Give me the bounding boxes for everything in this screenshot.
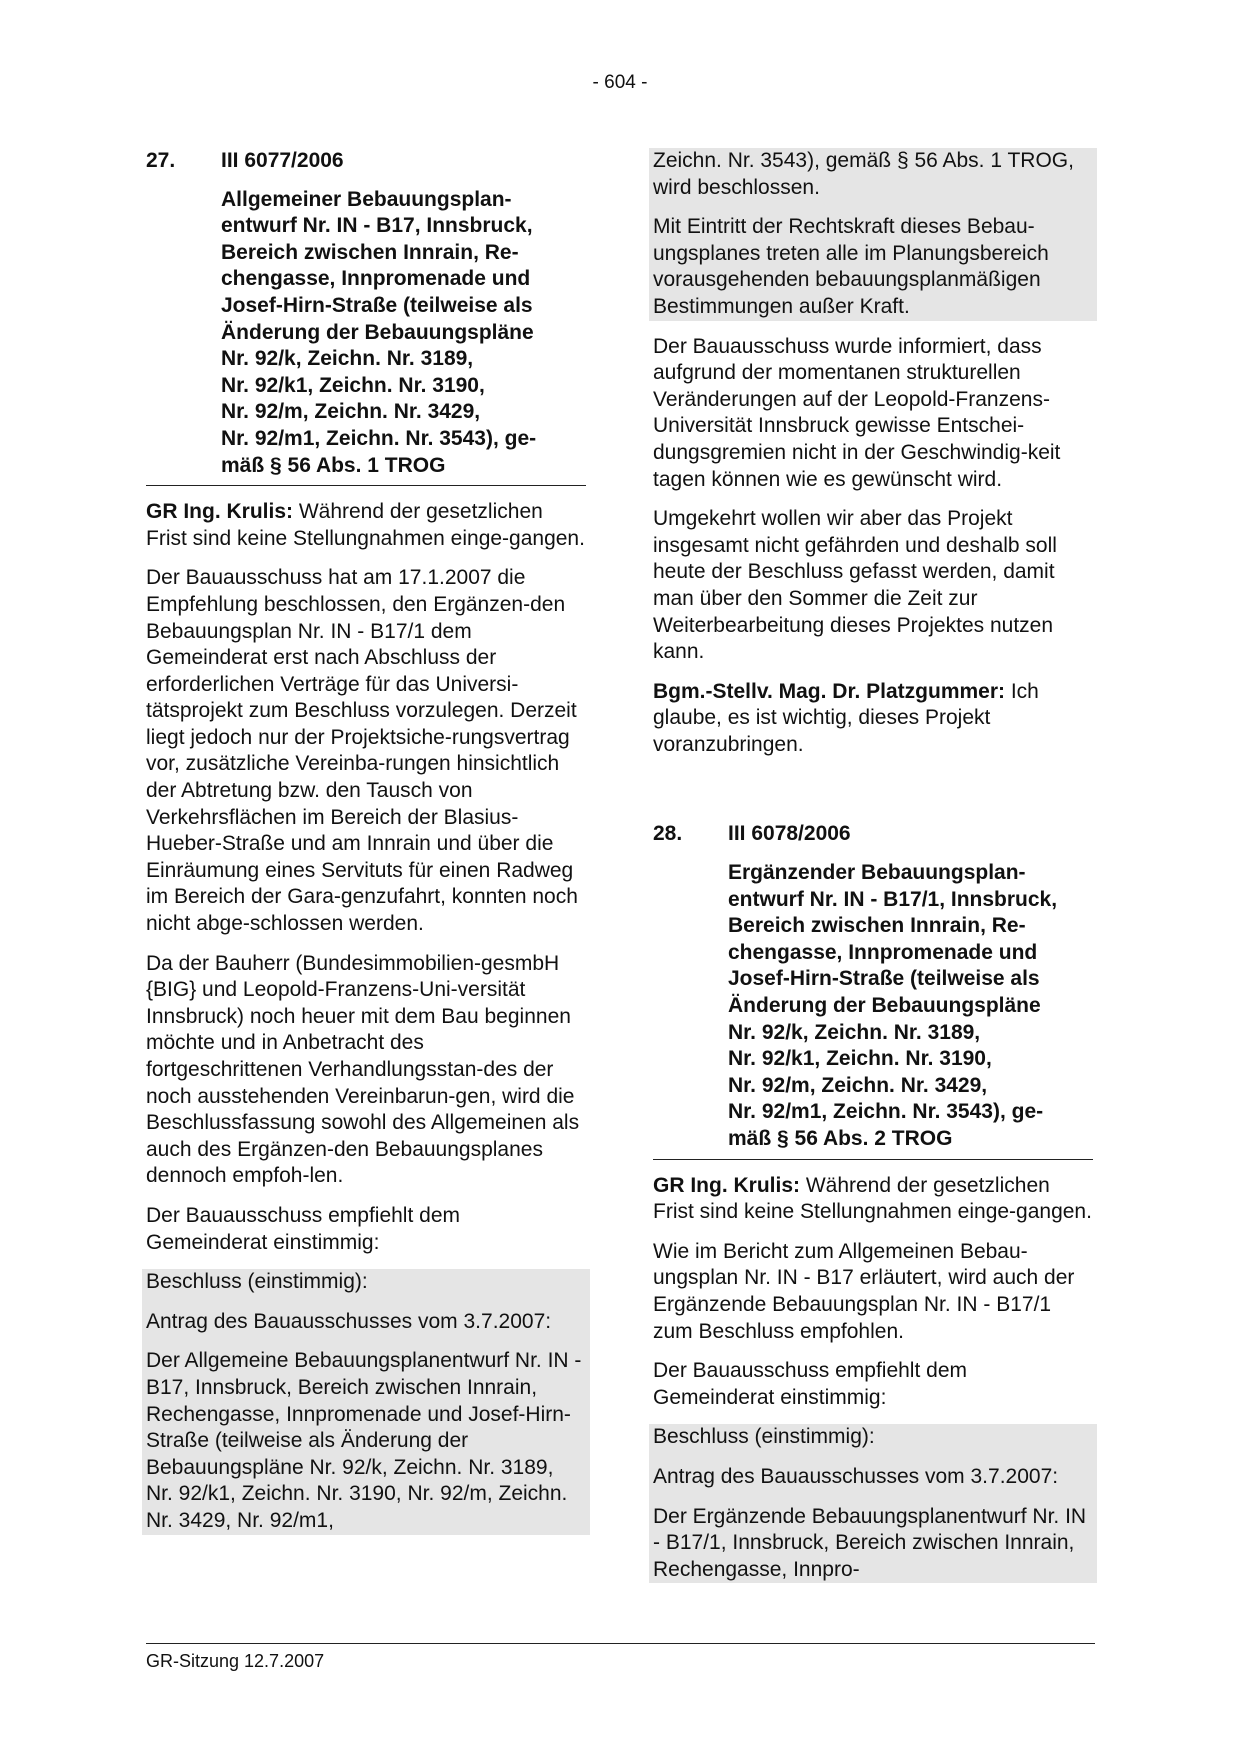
agenda-code: III 6078/2006 [728, 822, 851, 846]
speaker-name: GR Ing. Krulis: [653, 1173, 800, 1197]
title-line: Josef-Hirn-Straße (teilweise als [728, 967, 1040, 991]
motion-text-continued: Mit Eintritt der Rechtskraft dieses Bebau-ungsplanes treten alle im Planungsbereich vorausgehenden bebauungsplanmäßigen Bestimmungen außer Kraft. [653, 215, 1049, 318]
motion-text: Der Ergänzende Bebauungsplanentwurf Nr. IN - B17/1, Innsbruck, Bereich zwischen Innrain, Rechengasse, Innpro- [653, 1504, 1087, 1581]
body-paragraph: Der Bauausschuss hat am 17.1.2007 die Empfehlung beschlossen, den Ergänzen-den Bebauungsplan Nr. IN - B17/1 dem Gemeinderat erst nach Abschluss der erforderlichen Verträge für das Universi-tätsprojekt zum Beschluss vorzulegen. Derzeit liegt jedoch nur der Projektsiche-rungsvertrag vor, zusätzliche Vereinba-rungen hinsichtlich der Abtretung bzw. den Tausch von Verkehrsflächen im Bereich der Blasius-Hueber-Straße und am Innrain und über die Einräumung eines Servituts für einen Radweg im Bereich der Gara-genzufahrt, konnten noch nicht abge-schlossen werden. [146, 566, 578, 936]
right-column [653, 148, 1093, 1583]
title-line: mäß § 56 Abs. 2 TROG [728, 1127, 953, 1150]
speaker-name: GR Ing. Krulis: [146, 500, 293, 524]
motion-text: Der Allgemeine Bebauungsplanentwurf Nr. IN - B17, Innsbruck, Bereich zwischen Innrain, Rechengasse, Innpromenade und Josef-Hirn-Straße (teilweise als Änderung der Bebauungspläne Nr. 92/k, Zeichn. Nr. 3189, Nr. 92/k1, Zeichn. Nr. 3190, Nr. 92/m, Zeichn. Nr. 3429, Nr. 92/m1, [146, 1349, 582, 1532]
resolution-block [649, 1424, 1097, 1583]
title-line: Ergänzender Bebauungsplan- [728, 861, 1026, 885]
speaker-text: Während der gesetzlichen Frist sind keine Stellungnahmen einge-gangen. [653, 1173, 1092, 1224]
title-line: Änderung der Bebauungspläne [221, 320, 534, 344]
agenda-title [221, 187, 586, 486]
body-paragraph: Da der Bauherr (Bundesimmobilien-gesmbH {BIG} und Leopold-Franzens-Uni-versität Innsbruck) noch heuer mit dem Bau beginnen möchte und in Anbetracht des fortgeschrittenen Verhandlungsstan-des der noch ausstehenden Vereinbarun-gen, wird die Beschlussfassung sowohl des Allgemeinen als auch des Ergänzen-den Bebauungsplanes dennoch empfoh-len. [146, 951, 580, 1188]
speaker-paragraph [653, 679, 1093, 759]
title-line: Nr. 92/k1, Zeichn. Nr. 3190, [728, 1047, 992, 1071]
title-line: Nr. 92/k, Zeichn. Nr. 3189, [728, 1020, 981, 1044]
agenda-title-block [146, 187, 586, 487]
speaker-paragraph [146, 499, 586, 552]
motion-text-continued: Zeichn. Nr. 3543), gemäß § 56 Abs. 1 TROG, wird beschlossen. [653, 149, 1074, 199]
title-line: entwurf Nr. IN - B17, Innsbruck, [221, 214, 533, 238]
title-line: Nr. 92/m1, Zeichn. Nr. 3543), ge- [728, 1100, 1044, 1124]
body-paragraph: Der Bauausschuss empfiehlt dem Gemeinderat einstimmig: [653, 1359, 967, 1409]
agenda-item-28-header [653, 821, 1093, 848]
decision-label: Beschluss (einstimmig): [653, 1425, 875, 1449]
speaker-paragraph [653, 1173, 1093, 1226]
title-line: Josef-Hirn-Straße (teilweise als [221, 293, 533, 317]
agenda-number: 27. [146, 149, 176, 172]
motion-label: Antrag des Bauausschusses vom 3.7.2007: [146, 1309, 552, 1333]
title-line: Bereich zwischen Innrain, Re- [728, 914, 1026, 938]
title-line: mäß § 56 Abs. 1 TROG [221, 453, 446, 477]
body-paragraph: Der Bauausschuss empfiehlt dem Gemeinderat einstimmig: [146, 1203, 460, 1254]
decision-label: Beschluss (einstimmig): [146, 1270, 368, 1294]
motion-label: Antrag des Bauausschusses vom 3.7.2007: [653, 1464, 1059, 1488]
speaker-text: Ich glaube, es ist wichtig, dieses Projekt voranzubringen. [653, 679, 1039, 756]
body-paragraph: Wie im Bericht zum Allgemeinen Bebau-ungsplan Nr. IN - B17 erläutert, wird auch der Ergänzende Bebauungsplan Nr. IN - B17/1 zum Beschluss empfohlen. [653, 1239, 1075, 1343]
agenda-number: 28. [653, 822, 683, 846]
page-number: - 604 - [592, 72, 648, 93]
agenda-title [728, 860, 1093, 1159]
speaker-text: Während der gesetzlichen Frist sind keine Stellungnahmen einge-gangen. [146, 500, 585, 550]
title-line: Nr. 92/k1, Zeichn. Nr. 3190, [221, 373, 485, 397]
title-line: entwurf Nr. IN - B17/1, Innsbruck, [728, 887, 1058, 911]
footer-text: GR-Sitzung 12.7.2007 [146, 1651, 325, 1671]
left-column [146, 148, 586, 1535]
resolution-block [142, 1269, 590, 1534]
title-line: chengasse, Innpromenade und [728, 940, 1038, 964]
body-paragraph: Der Bauausschuss wurde informiert, dass aufgrund der momentanen strukturellen Veränderungen auf der Leopold-Franzens-Universität Innsbruck gewisse Entschei-dungsgremien nicht in der Geschwindig-keit tagen können wie es gewünscht wird. [653, 334, 1061, 491]
title-line: Nr. 92/m, Zeichn. Nr. 3429, [221, 400, 481, 424]
resolution-continuation [649, 148, 1097, 321]
title-line: chengasse, Innpromenade und [221, 267, 531, 291]
title-line: Nr. 92/m, Zeichn. Nr. 3429, [728, 1073, 988, 1097]
agenda-title-block [653, 860, 1093, 1160]
footer-divider [146, 1643, 1095, 1644]
title-line: Bereich zwischen Innrain, Re- [221, 240, 519, 264]
title-line: Allgemeiner Bebauungsplan- [221, 187, 512, 211]
title-line: Änderung der Bebauungspläne [728, 994, 1041, 1018]
title-line: Nr. 92/m1, Zeichn. Nr. 3543), ge- [221, 426, 537, 450]
speaker-name: Bgm.-Stellv. Mag. Dr. Platzgummer: [653, 679, 1006, 703]
body-paragraph: Umgekehrt wollen wir aber das Projekt insgesamt nicht gefährden und deshalb soll heute der Beschluss gefasst werden, damit man über den Sommer die Zeit zur Weiterbearbeitung dieses Projektes nutzen kann. [653, 507, 1057, 664]
agenda-item-27-header [146, 148, 586, 175]
title-line: Nr. 92/k, Zeichn. Nr. 3189, [221, 347, 474, 371]
agenda-code: III 6077/2006 [221, 149, 344, 172]
